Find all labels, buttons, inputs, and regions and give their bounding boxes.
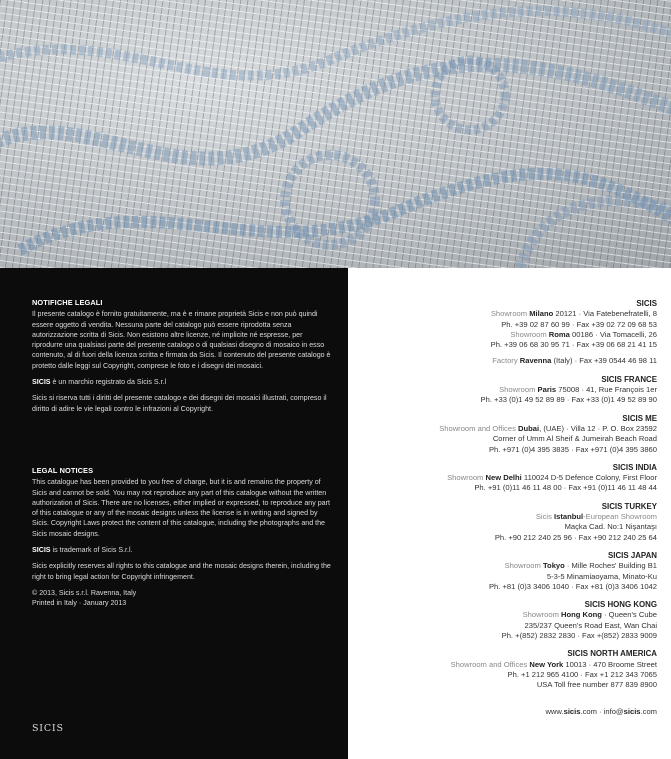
address-line [357,561,657,571]
italian-body: Il presente catalogo è fornito gratuitamente, ma è e rimane proprietà Sicis e non può quindi essere oggetto di vendita. Nessuna parte del catalogo può essere riprodotta senza autorizzazione scritta di Sicis. Non esistono altre licenze, né implicite né espresse, per riprodurre una qualsiasi parte del presente catalogo o di qualsiasi disegno di mosaico in esso contenuto, al di fuori della licenza scritta e firmata da Sicis. Il contenuto del presente catalogo è protetto dalle leggi sul Copyright, comprese le foto e i disegni dei mosaici. [32,310,331,370]
showroom-label: Showroom [510,329,549,339]
address-line [357,309,657,319]
english-rights: Sicis explicitly reserves all rights to this catalogue and the mosaic designs therein, including the right to bring legal action for Copyright infringement. [32,562,331,581]
web-text: .com · info@ [580,706,624,716]
address-text: 00186 · Via Tomacelli, 26 [569,329,657,339]
sicis-logo: SICIS [32,723,64,734]
phone-line: Ph. +39 06 68 30 95 71 · Fax +39 06 68 21 41 15 [490,340,657,350]
office-name: SICIS JAPAN [608,550,657,560]
showroom-label: Showroom [499,385,538,395]
tollfree-line: USA Toll free number 877 839 8900 [536,680,657,690]
showroom-label: Showroom [490,309,530,319]
showroom-label: Showroom and Offices [450,659,530,669]
office-name: SICIS NORTH AMERICA [567,649,657,659]
english-heading: LEGAL NOTICES [32,465,94,475]
phone-line: Ph. +(852) 2832 2830 · Fax +(852) 2833 9009 [501,631,657,641]
address-line [357,610,657,620]
phone-line: Ph. +81 (0)3 3406 1040 · Fax +81 (0)3 3406 1042 [488,581,657,591]
web-brand: sicis [563,706,581,716]
showroom-label: -European Showroom [583,512,657,522]
city-name: Ravenna [519,356,552,366]
office-name: SICIS HONG KONG [584,600,657,610]
city-name: Roma [548,329,570,339]
english-trademark [32,545,332,555]
office-name: SICIS [636,299,657,308]
showroom-label: Showroom and Offices [439,423,518,433]
italian-heading: NOTIFICHE LEGALI [32,298,103,307]
city-name: Hong Kong [561,610,602,620]
contacts-panel [348,268,671,759]
showroom-label: Showroom [522,610,562,620]
address-line: 5-3-5 Minamiaoyama, Minato-Ku [546,571,657,581]
brand-name: SICIS [32,378,51,387]
showroom-label: Sicis [535,512,554,522]
factory-line [357,356,657,366]
address-line [357,385,657,395]
city-name: New Delhi [485,473,522,483]
brand-name: SICIS [32,546,51,555]
city-name: Milano [529,309,554,319]
mosaic-pattern [0,0,671,268]
printed-line: Printed in Italy · January 2013 [32,599,127,608]
office-name: SICIS ME [622,413,657,423]
city-name: New York [529,659,564,669]
address-text: , (UAE) · Villa 12 · P. O. Box 23592 [539,423,657,433]
phone-line: Ph. +1 212 965 4100 · Fax +1 212 343 7065 [507,669,657,679]
city-name: Istanbul [554,512,584,522]
web-text: .com [640,706,657,716]
web-text: www. [545,706,564,716]
factory-label: Factory [492,356,520,366]
phone-line: Ph. +971 (0)4 395 3835 · Fax +971 (0)4 395 3860 [488,444,657,454]
address-text: 10013 · 470 Broome Street [563,659,657,669]
office-name: SICIS TURKEY [601,501,657,511]
trademark-text: è un marchio registrato da Sicis S.r.l [50,378,167,387]
contacts-column [357,297,657,717]
english-body: This catalogue has been provided to you free of charge, but it is and remains the property of Sicis and cannot be sold. You may not reproduce any part of this catalogue without the written authorization of Sicis. There are no licenses, either implied or expressed, to reproduce any part of this catalogue or any of the mosaic designs unless the license is in writing and signed by Sicis. Copyright Laws protect the content of this catalogue, including the photographs and the Sicis mosaic designs. [32,478,330,538]
address-line: Corner of Umm Al Sheif & Jumeirah Beach Road [492,434,657,444]
address-text: · Queen's Cube [601,610,657,620]
showroom-label: Showroom [504,561,543,571]
office-name: SICIS INDIA [612,462,657,472]
address-text: · Mille Roches' Building B1 [564,561,657,571]
city-name: Dubai [517,423,540,433]
address-line [357,512,657,522]
city-name: Tokyo [542,561,565,571]
phone-line: Ph. +39 02 87 60 99 · Fax +39 02 72 09 68 53 [501,319,657,329]
address-line [357,330,657,340]
phone-line: Ph. +90 212 240 25 96 · Fax +90 212 240 25 64 [494,532,657,542]
italian-trademark [32,377,332,387]
address-line [357,473,657,483]
address-line: Maçka Cad. No:1 Nişantaşı [564,522,657,532]
showroom-label: Showroom [447,473,486,483]
website-line[interactable] [357,707,657,717]
address-text: 110024 D-5 Defence Colony, First Floor [521,473,657,483]
legal-text-column [32,298,332,615]
fax-text: (Italy) · Fax +39 0544 46 98 11 [551,356,657,366]
city-name: Paris [537,385,557,395]
address-text: 20121 · Via Fatebenefratelli, 8 [553,309,657,319]
address-line [357,660,657,670]
trademark-text: is trademark of Sicis S.r.l. [50,546,133,555]
legal-panel [0,268,348,759]
web-brand: sicis [623,706,641,716]
italian-rights: Sicis si riserva tutti i diritti del presente catalogo e dei disegni dei mosaici illustrati, compreso il diritto di adire le vie legali contro le infrazioni al Copyright. [32,394,327,413]
phone-line: Ph. +91 (0)11 46 11 48 00 · Fax +91 (0)11 46 11 48 44 [474,483,657,493]
address-text: 75008 · 41, Rue François 1er [556,385,657,395]
phone-line: Ph. +33 (0)1 49 52 89 89 · Fax +33 (0)1 49 52 89 90 [480,395,657,405]
office-name: SICIS FRANCE [601,374,657,384]
copyright-line: © 2013, Sicis s.r.l. Ravenna, Italy [32,588,137,597]
address-line: 235/237 Queen's Road East, Wan Chai [524,620,657,630]
mosaic-photo [0,0,671,268]
address-line [357,424,657,434]
